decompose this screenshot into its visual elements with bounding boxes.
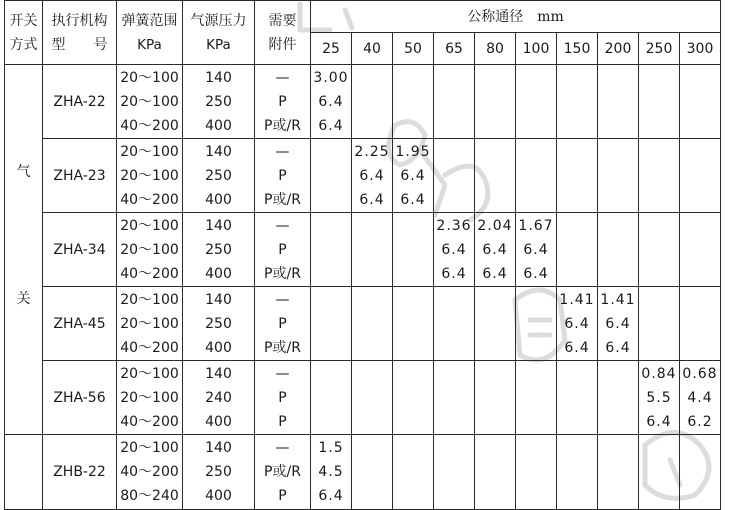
cell-line: 2.25 <box>354 143 390 160</box>
dn-value-cell <box>434 65 475 139</box>
cell-line: P或/R <box>264 191 301 208</box>
dn-value-cell <box>393 139 434 213</box>
cell-line: 40～200 <box>120 117 179 134</box>
cell-line: 400 <box>205 488 232 504</box>
cell-line: — <box>275 143 290 160</box>
air-pressure-cell <box>183 435 255 510</box>
air-pressure-cell <box>183 287 255 361</box>
cell-line: 400 <box>205 265 232 282</box>
cell-line: 400 <box>205 191 232 208</box>
cell-line: 250 <box>205 315 232 332</box>
dn-value-cell <box>393 361 434 435</box>
accessory-cell <box>255 65 311 139</box>
cell-line: P或/R <box>264 464 301 480</box>
dn-value-cell <box>639 435 680 510</box>
cell-line: 40～200 <box>120 413 179 430</box>
dn-value-cell <box>393 287 434 361</box>
cell-line: 400 <box>205 339 232 356</box>
air-pressure-cell <box>183 139 255 213</box>
cell-line: 20～100 <box>120 440 179 456</box>
dn-value-cell <box>680 435 721 510</box>
cell-line: P <box>278 389 287 406</box>
cell-line: 250 <box>205 464 232 480</box>
header-dn-50: 50 <box>393 33 434 65</box>
cell-line: 1.5 <box>318 440 344 456</box>
cell-line: 6.4 <box>523 265 549 282</box>
cell-line: 6.4 <box>400 167 426 184</box>
dn-value-cell <box>475 139 516 213</box>
dn-value-cell <box>434 287 475 361</box>
cell-line: 80～240 <box>120 488 179 504</box>
cell-line: 6.4 <box>359 191 385 208</box>
dn-value-cell <box>311 65 352 139</box>
cell-line: 5.5 <box>646 389 672 406</box>
cell-line: 6.4 <box>564 315 590 332</box>
cell-line: 2.36 <box>436 217 472 234</box>
dn-value-cell <box>311 139 352 213</box>
dn-value-cell <box>393 435 434 510</box>
cell-line: 40～200 <box>120 191 179 208</box>
dn-value-cell <box>557 435 598 510</box>
dn-value-cell <box>557 361 598 435</box>
cell-line: 20～100 <box>120 93 179 110</box>
dn-value-cell <box>352 65 393 139</box>
cell-line: 4.4 <box>687 389 713 406</box>
dn-value-cell <box>475 287 516 361</box>
dn-value-cell <box>311 213 352 287</box>
cell-line: 6.4 <box>441 241 467 258</box>
cell-line: — <box>275 217 290 234</box>
dn-value-cell <box>680 65 721 139</box>
dn-value-cell <box>393 65 434 139</box>
dn-value-cell <box>557 65 598 139</box>
cell-line: 20～100 <box>120 217 179 234</box>
dn-value-cell <box>352 435 393 510</box>
table-row <box>5 65 721 139</box>
dn-value-cell <box>598 287 639 361</box>
cell-line: 1.95 <box>395 143 431 160</box>
dn-value-cell <box>639 65 680 139</box>
dn-value-cell <box>680 287 721 361</box>
spring-range-cell <box>117 287 183 361</box>
air-pressure-cell <box>183 65 255 139</box>
dn-value-cell <box>311 361 352 435</box>
cell-line: 40～200 <box>120 339 179 356</box>
cell-line: — <box>275 365 290 382</box>
dn-value-cell <box>475 361 516 435</box>
dn-value-cell <box>680 139 721 213</box>
cell-line: 6.4 <box>564 339 590 356</box>
cell-line: 6.4 <box>605 315 631 332</box>
dn-value-cell <box>311 287 352 361</box>
dn-value-cell <box>680 361 721 435</box>
cell-line: 6.4 <box>318 117 344 134</box>
header-dn-25: 25 <box>311 33 352 65</box>
cell-line: P <box>278 241 287 258</box>
header-nominal-diameter: 公称通径 mm <box>311 1 721 33</box>
dn-value-cell <box>598 435 639 510</box>
dn-value-cell <box>598 213 639 287</box>
cell-line: 140 <box>205 217 232 234</box>
cell-line: — <box>275 291 290 308</box>
cell-line: 6.4 <box>523 241 549 258</box>
cell-line: 20～100 <box>120 167 179 184</box>
dn-value-cell <box>639 139 680 213</box>
cell-line: 2.04 <box>477 217 513 234</box>
header-mode: 开关 方式 <box>5 1 43 65</box>
cell-line: 140 <box>205 143 232 160</box>
header-dn-100: 100 <box>516 33 557 65</box>
accessory-cell <box>255 213 311 287</box>
cell-line: 3.00 <box>313 69 349 86</box>
cell-line: 1.67 <box>518 217 554 234</box>
dn-value-cell <box>434 435 475 510</box>
cell-line: 0.84 <box>641 365 677 382</box>
cell-line: 250 <box>205 241 232 258</box>
cell-line: 6.4 <box>482 241 508 258</box>
header-dn-65: 65 <box>434 33 475 65</box>
dn-value-cell <box>557 139 598 213</box>
cell-line: P <box>278 413 287 430</box>
header-dn-40: 40 <box>352 33 393 65</box>
accessory-cell <box>255 361 311 435</box>
spring-range-cell <box>117 139 183 213</box>
header-accessory: 需要 附件 <box>255 1 311 65</box>
dn-value-cell <box>516 139 557 213</box>
header-spring-range: 弹簧范围 KPa <box>117 1 183 65</box>
cell-line: 6.4 <box>318 488 344 504</box>
cell-line: 240 <box>205 389 232 406</box>
cell-line: 20～100 <box>120 69 179 86</box>
cell-line: 20～100 <box>120 241 179 258</box>
spring-range-cell <box>117 435 183 510</box>
cell-line: 6.4 <box>318 93 344 110</box>
dn-value-cell <box>516 361 557 435</box>
header-air-pressure: 气源压力 KPa <box>183 1 255 65</box>
dn-value-cell <box>352 213 393 287</box>
dn-value-cell <box>598 361 639 435</box>
air-pressure-cell <box>183 361 255 435</box>
cell-line: P <box>278 93 287 110</box>
dn-value-cell <box>557 287 598 361</box>
dn-value-cell <box>598 139 639 213</box>
cell-line: 6.4 <box>482 265 508 282</box>
cell-line: 6.4 <box>646 413 672 430</box>
dn-value-cell <box>352 139 393 213</box>
spring-range-cell <box>117 361 183 435</box>
cell-line: P或/R <box>264 117 301 134</box>
mode-char: 气 <box>16 164 31 180</box>
cell-line: 140 <box>205 440 232 456</box>
cell-line: 40～200 <box>120 265 179 282</box>
header-dn-200: 200 <box>598 33 639 65</box>
cell-line: 20～100 <box>120 365 179 382</box>
cell-line: 20～100 <box>120 389 179 406</box>
cell-line: 6.4 <box>359 167 385 184</box>
dn-value-cell <box>516 287 557 361</box>
dn-value-cell <box>557 213 598 287</box>
dn-value-cell <box>639 213 680 287</box>
dn-value-cell <box>434 213 475 287</box>
accessory-cell <box>255 287 311 361</box>
cell-line: P或/R <box>264 339 301 356</box>
cell-line: 20～100 <box>120 291 179 308</box>
spring-range-cell <box>117 213 183 287</box>
mode-char: 关 <box>16 291 31 307</box>
dn-value-cell <box>475 435 516 510</box>
valve-spec-table <box>4 0 721 510</box>
dn-value-cell <box>434 361 475 435</box>
dn-value-cell <box>598 65 639 139</box>
table-row <box>5 361 721 435</box>
dn-value-cell <box>475 213 516 287</box>
cell-line: 6.4 <box>605 339 631 356</box>
table-row <box>5 213 721 287</box>
cell-line: 4.5 <box>318 464 344 480</box>
accessory-cell <box>255 435 311 510</box>
dn-value-cell <box>680 213 721 287</box>
actuator-model: ZHA-34 <box>43 213 117 287</box>
cell-line: 140 <box>205 69 232 86</box>
cell-line: P <box>278 488 287 504</box>
header-dn-250: 250 <box>639 33 680 65</box>
cell-line: 400 <box>205 117 232 134</box>
cell-line: 0.68 <box>682 365 718 382</box>
cell-line: 6.4 <box>400 191 426 208</box>
dn-value-cell <box>639 361 680 435</box>
dn-value-cell <box>393 213 434 287</box>
cell-line: 6.2 <box>687 413 713 430</box>
cell-line: 400 <box>205 413 232 430</box>
table-row <box>5 139 721 213</box>
dn-value-cell <box>516 213 557 287</box>
table-row <box>5 287 721 361</box>
dn-value-cell <box>352 361 393 435</box>
cell-line: P <box>278 315 287 332</box>
actuator-model: ZHA-45 <box>43 287 117 361</box>
actuator-model: ZHA-23 <box>43 139 117 213</box>
header-dn-150: 150 <box>557 33 598 65</box>
dn-value-cell <box>639 287 680 361</box>
dn-value-cell <box>475 65 516 139</box>
header-dn-300: 300 <box>680 33 721 65</box>
dn-value-cell <box>311 435 352 510</box>
cell-line: 250 <box>205 93 232 110</box>
cell-line: 20～100 <box>120 315 179 332</box>
actuator-model: ZHA-22 <box>43 65 117 139</box>
actuator-model: ZHA-56 <box>43 361 117 435</box>
accessory-cell <box>255 139 311 213</box>
dn-value-cell <box>516 65 557 139</box>
cell-line: 40～200 <box>120 464 179 480</box>
cell-line: 1.41 <box>559 291 595 308</box>
cell-line: 20～100 <box>120 143 179 160</box>
cell-line: 140 <box>205 365 232 382</box>
cell-line: 250 <box>205 167 232 184</box>
cell-line: P或/R <box>264 265 301 282</box>
table-row <box>5 435 721 510</box>
dn-value-cell <box>516 435 557 510</box>
air-pressure-cell <box>183 213 255 287</box>
cell-line: — <box>275 440 290 456</box>
cell-line: — <box>275 69 290 86</box>
dn-value-cell <box>434 139 475 213</box>
header-actuator-model: 执行机构 型 号 <box>43 1 117 65</box>
cell-line: 140 <box>205 291 232 308</box>
cell-line: 1.41 <box>600 291 636 308</box>
cell-line: 6.4 <box>441 265 467 282</box>
mode-cell-empty <box>5 435 43 510</box>
header-dn-80: 80 <box>475 33 516 65</box>
mode-cell-pneumatic-close <box>5 65 43 435</box>
spring-range-cell <box>117 65 183 139</box>
actuator-model: ZHB-22 <box>43 435 117 510</box>
cell-line: P <box>278 167 287 184</box>
dn-value-cell <box>352 287 393 361</box>
